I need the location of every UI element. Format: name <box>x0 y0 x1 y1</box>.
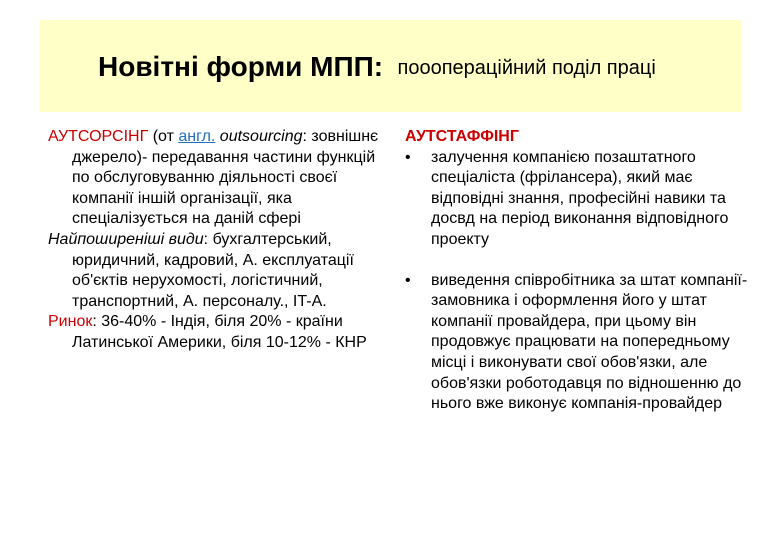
types-paragraph <box>48 230 388 312</box>
bullet-text: залучення компанією позаштатного спеціаліста (фрілансера), який має відповідні знання, професійні навики та досвд на період виконання відповідного проекту <box>431 148 729 248</box>
outstaffing-bullet <box>405 148 750 251</box>
left-column <box>48 127 388 354</box>
outstaffing-bullet <box>405 271 750 415</box>
types-text: : бухгалтерський, юридичний, кадровий, А. експлуатації об'єктів нерухомості, логістичний, транспортний, А. персоналу., IT-А. <box>72 230 354 310</box>
outsourcing-term: АУТСОРСІНГ <box>48 128 149 145</box>
types-label: Найпоширеніші види <box>48 230 204 248</box>
market-paragraph <box>48 312 388 353</box>
outsourcing-word: outsourcing <box>215 128 303 145</box>
slide-title <box>98 51 656 83</box>
outsourcing-paragraph <box>48 127 388 230</box>
bullet-text: виведення співробітника за штат компанії-замовника і оформлення його у штат компанії провайдера, при цьому він продовжує працювати на попередньому місці і виконувати свої обов'язки, але обов'язки роботодавця по відношенню до нього вже виконує компанія-провайдер <box>431 271 748 413</box>
title-main: Новітні форми МПП: <box>98 51 384 82</box>
bullet-dot: • <box>405 148 411 166</box>
outstaffing-heading: АУТСТАФФІНГ <box>405 128 519 145</box>
english-link[interactable]: англ. <box>178 128 216 145</box>
bullet-dot: • <box>405 271 411 289</box>
title-subtitle: пооопераційний поділ праці <box>397 57 656 79</box>
right-column <box>405 127 750 415</box>
market-text: : 36-40% - Індія, біля 20% - країни Латинської Америки, біля 10-12% - КНР <box>72 313 367 351</box>
outsourcing-definition: : зовнішнє джерело)- передавання частини функцій по обслуговуванню діяльності своєї компанії іншій організації, яка спеціалізується на даній сфері <box>72 128 379 228</box>
outsourcing-from: (от <box>148 128 179 145</box>
market-label: Ринок <box>48 313 93 331</box>
